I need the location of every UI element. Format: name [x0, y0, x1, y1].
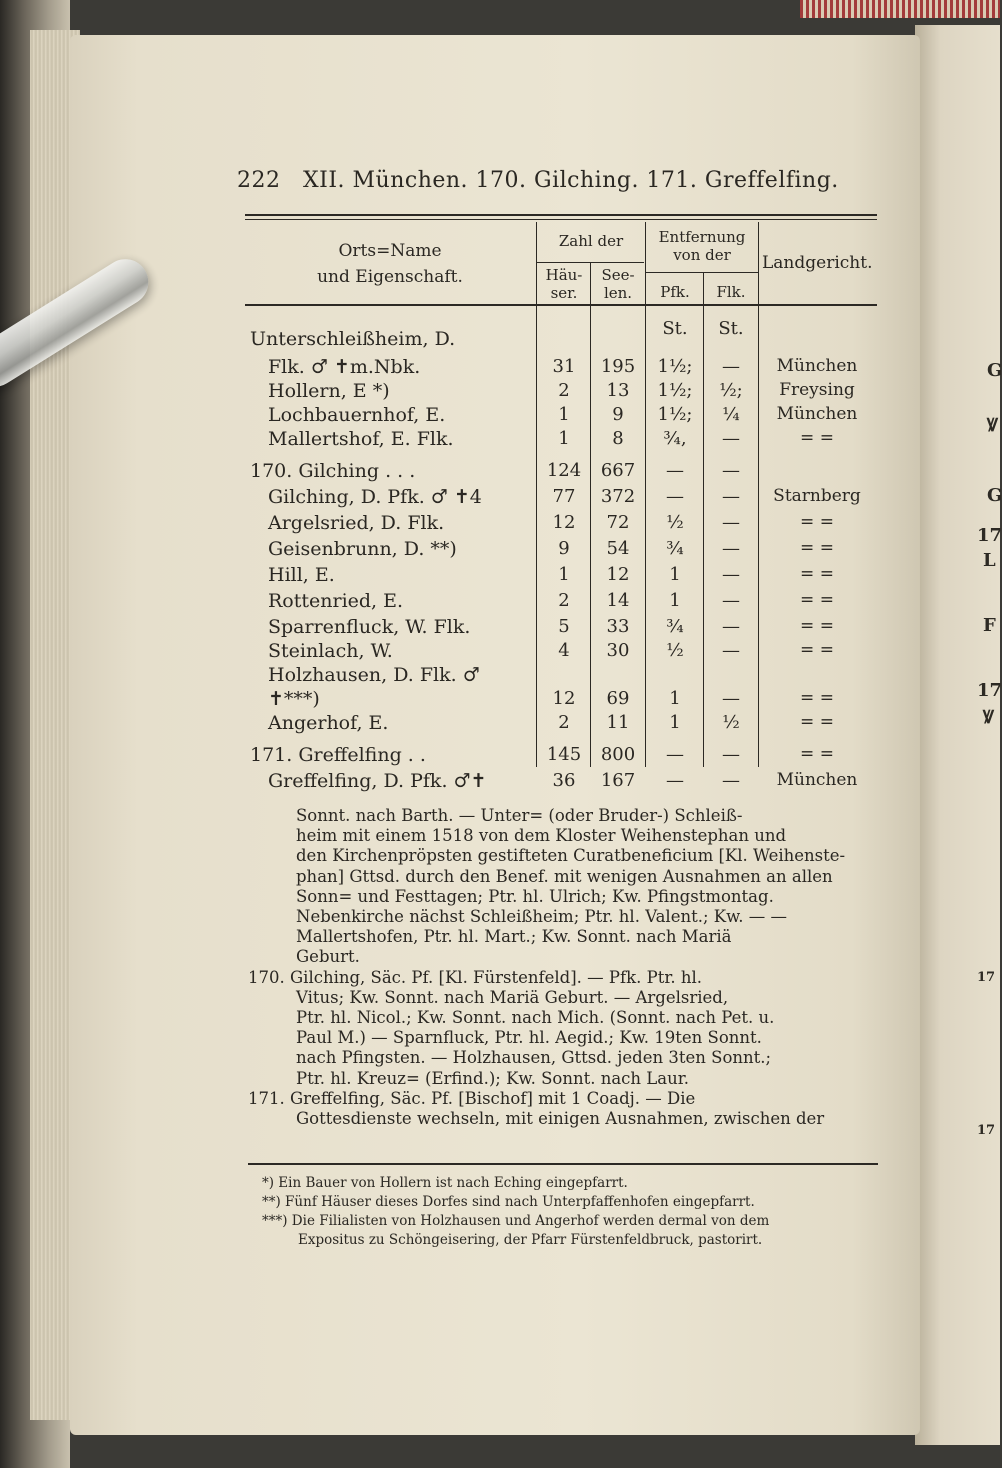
- row-place-name: Geisenbrunn, D. **): [268, 538, 457, 560]
- row-souls: 195: [600, 356, 636, 377]
- facing-page-mark: G: [987, 485, 1002, 506]
- row-houses: 9: [558, 538, 570, 559]
- row-district-court: Freysing: [779, 380, 855, 400]
- page-number: 222: [237, 168, 281, 193]
- col-divider: [758, 222, 759, 767]
- prose-line: Mallertshofen, Ptr. hl. Mart.; Kw. Sonnt. nach Mariä: [296, 927, 732, 947]
- row-houses: 12: [552, 688, 576, 709]
- row-place-name: Sparrenfluck, W. Flk.: [268, 616, 471, 638]
- col-header-pfk: Pfk.: [660, 283, 690, 301]
- row-district-court: München: [776, 404, 858, 424]
- row-souls: 30: [606, 640, 630, 661]
- row-distance-pfk: 1½;: [657, 380, 693, 401]
- row-houses: 77: [552, 486, 576, 507]
- col-header-flk: Flk.: [716, 283, 746, 301]
- footnote-line: **) Fünf Häuser dieses Dorfes sind nach Unterpfaffenhofen eingepfarrt.: [262, 1194, 755, 1210]
- row-souls: 13: [606, 380, 630, 401]
- row-distance-flk: —: [722, 356, 740, 377]
- col-header-distance-line2: von der: [673, 246, 731, 264]
- row-distance-pfk: 1½;: [657, 404, 693, 425]
- row-place-name: Rottenried, E.: [268, 590, 404, 612]
- row-place-name: Hill, E.: [268, 564, 335, 586]
- row-souls: 9: [612, 404, 624, 425]
- prose-line: nach Pfingsten. — Holzhausen, Gttsd. jeden 3ten Sonnt.;: [296, 1048, 772, 1068]
- row-distance-pfk: 1: [669, 590, 681, 611]
- facing-page-mark: 17: [977, 680, 1002, 701]
- row-place-name: Unterschleißheim, D.: [250, 328, 456, 350]
- row-distance-pfk: —: [666, 770, 684, 791]
- col-header-houses-line1: Häu-: [545, 266, 583, 284]
- row-distance-flk: —: [722, 744, 740, 765]
- row-district-court: München: [776, 356, 858, 376]
- col-divider: [703, 272, 704, 767]
- facing-page-mark: 17: [977, 525, 1002, 546]
- row-place-name: Steinlach, W.: [268, 640, 393, 662]
- unit-pfk: St.: [662, 318, 688, 339]
- row-place-name: Lochbauernhof, E.: [268, 404, 446, 426]
- row-place-name: Mallertshof, E. Flk.: [268, 428, 454, 450]
- row-place-name: Flk. ♂ ✝m.Nbk.: [268, 356, 421, 378]
- row-souls: 8: [612, 428, 624, 449]
- col-header-distance-line1: Entfernung: [658, 228, 746, 246]
- col-header-souls: [592, 266, 644, 302]
- row-houses: 1: [558, 404, 570, 425]
- row-houses: 2: [558, 590, 570, 611]
- row-place-name: Hollern, E *): [268, 380, 390, 402]
- col-header-count: Zahl der: [558, 232, 624, 250]
- col-header-name-line1: Orts=Name: [338, 241, 442, 261]
- facing-page-mark: L: [983, 550, 996, 571]
- bookmark-ribbon: [800, 0, 1000, 18]
- row-district-court: = =: [800, 538, 834, 558]
- row-district-court: = =: [800, 428, 834, 448]
- prose-line: Ptr. hl. Kreuz= (Erfind.); Kw. Sonnt. nach Laur.: [296, 1068, 690, 1088]
- row-souls: 54: [606, 538, 630, 559]
- col-divider: [590, 262, 591, 767]
- row-place-name: Angerhof, E.: [268, 712, 389, 734]
- row-houses: 31: [552, 356, 576, 377]
- facing-page-mark: Ꝟ: [983, 707, 994, 728]
- row-district-court: = =: [800, 688, 834, 708]
- row-distance-pfk: 1½;: [657, 356, 693, 377]
- table-top-rule-thin: [245, 219, 877, 220]
- prose-line: 171. Greffelfing, Säc. Pf. [Bischof] mit 1 Coadj. — Die: [248, 1088, 696, 1108]
- distance-subheader-rule: [646, 272, 758, 273]
- prose-line: heim mit einem 1518 von dem Kloster Weihenstephan und: [296, 826, 787, 846]
- footnote-rule: [248, 1163, 878, 1165]
- col-header-name: [290, 238, 490, 290]
- row-distance-pfk: 1: [669, 564, 681, 585]
- row-houses: 2: [558, 380, 570, 401]
- row-souls: 167: [600, 770, 636, 791]
- row-houses: 124: [546, 460, 582, 481]
- running-title: XII. München. 170. Gilching. 171. Greffelfing.: [302, 168, 839, 193]
- prose-line: Geburt.: [296, 947, 360, 967]
- row-distance-pfk: 1: [669, 712, 681, 733]
- row-distance-flk: —: [722, 590, 740, 611]
- page-header: [237, 168, 837, 200]
- row-distance-flk: —: [722, 640, 740, 661]
- row-place-name: Holzhausen, D. Flk. ♂: [268, 664, 480, 686]
- prose-line: Vitus; Kw. Sonnt. nach Mariä Geburt. — Argelsried,: [296, 987, 729, 1007]
- row-place-name: Gilching, D. Pfk. ♂ ✝4: [268, 486, 482, 508]
- prose-line: Sonn= und Festtagen; Ptr. hl. Ulrich; Kw. Pfingstmontag.: [296, 886, 774, 906]
- row-district-court: = =: [800, 564, 834, 584]
- row-houses: 36: [552, 770, 576, 791]
- row-place-name: Argelsried, D. Flk.: [268, 512, 445, 534]
- row-souls: 372: [600, 486, 636, 507]
- row-distance-pfk: ½: [666, 640, 684, 661]
- row-souls: 33: [606, 616, 630, 637]
- row-distance-flk: —: [722, 428, 740, 449]
- col-header-distance: [647, 228, 757, 264]
- row-souls: 12: [606, 564, 630, 585]
- col-header-houses-line2: ser.: [550, 284, 578, 302]
- row-district-court: München: [776, 770, 858, 790]
- row-houses: 5: [558, 616, 570, 637]
- row-distance-pfk: ¾: [666, 538, 684, 559]
- row-distance-pfk: —: [666, 744, 684, 765]
- row-place-name: Greffelfing, D. Pfk. ♂✝: [268, 770, 487, 792]
- row-souls: 800: [600, 744, 636, 765]
- footnote-line: Expositus zu Schöngeisering, der Pfarr Fürstenfeldbruck, pastorirt.: [298, 1232, 763, 1248]
- footnote-line: ***) Die Filialisten von Holzhausen und Angerhof werden dermal von dem: [262, 1213, 770, 1229]
- row-district-court: = =: [800, 712, 834, 732]
- row-distance-pfk: 1: [669, 688, 681, 709]
- prose-line: Gottesdienste wechseln, mit einigen Ausnahmen, zwischen der: [296, 1109, 825, 1128]
- row-distance-flk: —: [722, 688, 740, 709]
- prose-line: Nebenkirche nächst Schleißheim; Ptr. hl. Valent.; Kw. — —: [296, 907, 788, 926]
- table-top-rule: [245, 214, 877, 216]
- col-header-houses: [538, 266, 590, 302]
- row-district-court: Starnberg: [773, 486, 861, 506]
- row-distance-flk: ½: [722, 712, 740, 733]
- row-houses: 1: [558, 564, 570, 585]
- facing-page-mark: G: [987, 360, 1002, 381]
- footnote-line: *) Ein Bauer von Hollern ist nach Eching eingepfarrt.: [262, 1175, 628, 1191]
- row-souls: 11: [606, 712, 630, 733]
- row-souls: 72: [606, 512, 630, 533]
- row-district-court: = =: [800, 616, 834, 636]
- row-souls: 667: [600, 460, 636, 481]
- row-distance-flk: —: [722, 770, 740, 791]
- row-place-name: 170. Gilching . . .: [250, 460, 416, 482]
- prose-line: Ptr. hl. Nicol.; Kw. Sonnt. nach Mich. (Sonnt. nach Pet. u.: [296, 1008, 775, 1027]
- prose-line: Sonnt. nach Barth. — Unter= (oder Bruder-) Schleiß-: [296, 806, 743, 825]
- row-district-court: = =: [800, 590, 834, 610]
- row-district-court: = =: [800, 744, 834, 764]
- col-header-court: Landgericht.: [762, 253, 873, 273]
- facing-page-mark: F: [983, 615, 996, 636]
- prose-line: 170. Gilching, Säc. Pf. [Kl. Fürstenfeld]. — Pfk. Ptr. hl.: [248, 967, 703, 987]
- row-houses: 1: [558, 428, 570, 449]
- row-houses: 2: [558, 712, 570, 733]
- row-souls: 69: [606, 688, 630, 709]
- row-distance-flk: —: [722, 486, 740, 507]
- prose-line: Paul M.) — Sparnfluck, Ptr. hl. Aegid.; Kw. 19ten Sonnt.: [296, 1028, 762, 1048]
- row-distance-flk: —: [722, 512, 740, 533]
- row-distance-pfk: —: [666, 486, 684, 507]
- facing-page-mark: 17: [977, 970, 996, 985]
- row-distance-flk: ¼: [722, 404, 740, 425]
- prose-line: den Kirchenpröpsten gestifteten Curatbeneficium [Kl. Weihenste-: [296, 846, 846, 866]
- col-header-souls-line1: See-: [601, 266, 635, 284]
- facing-page: [915, 25, 1000, 1445]
- row-distance-pfk: ¾,: [663, 428, 687, 449]
- row-district-court: = =: [800, 640, 834, 660]
- row-district-court: = =: [800, 512, 834, 532]
- row-souls: 14: [606, 590, 630, 611]
- facing-page-mark: 17: [977, 1123, 996, 1138]
- row-houses: 12: [552, 512, 576, 533]
- row-houses: 145: [546, 744, 582, 765]
- unit-flk: St.: [718, 318, 744, 339]
- row-distance-pfk: ½: [666, 512, 684, 533]
- table-header-rule: [245, 304, 877, 306]
- row-distance-flk: ½;: [719, 380, 743, 401]
- row-houses: 4: [558, 640, 570, 661]
- col-divider: [645, 222, 646, 767]
- col-header-name-line2: und Eigenschaft.: [317, 267, 463, 287]
- row-distance-pfk: —: [666, 460, 684, 481]
- row-distance-pfk: ¾: [666, 616, 684, 637]
- facing-page-mark: Ꝟ: [987, 415, 998, 436]
- row-distance-flk: —: [722, 460, 740, 481]
- col-header-souls-line2: len.: [603, 284, 633, 302]
- row-place-name: ✝***): [268, 688, 320, 710]
- row-distance-flk: —: [722, 538, 740, 559]
- row-place-name: 171. Greffelfing . .: [250, 744, 426, 766]
- prose-line: phan] Gttsd. durch den Benef. mit wenigen Ausnahmen an allen: [296, 866, 833, 886]
- row-distance-flk: —: [722, 564, 740, 585]
- row-distance-flk: —: [722, 616, 740, 637]
